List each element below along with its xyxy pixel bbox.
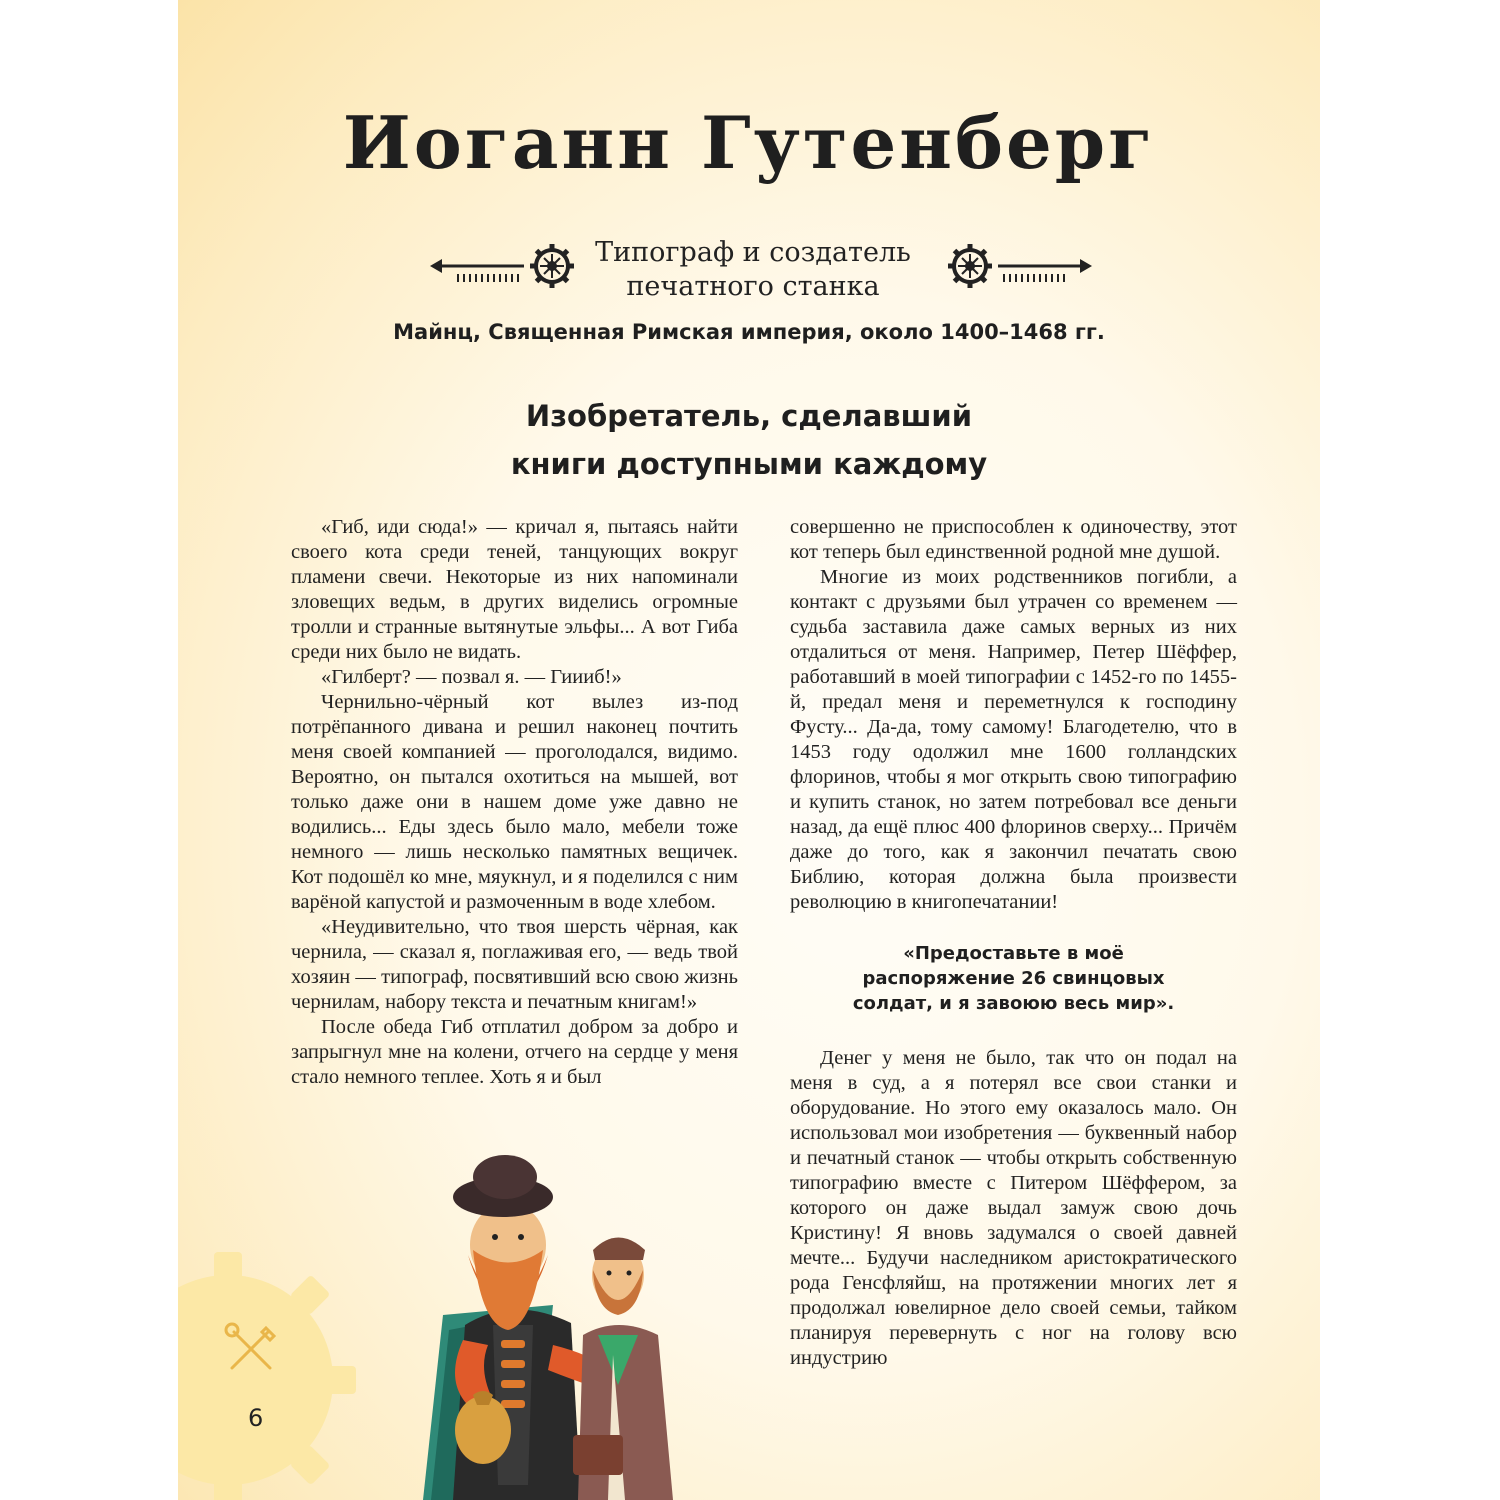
quote-line-1: «Предоставьте в моё <box>903 943 1124 964</box>
paragraph: «Гиб, иди сюда!» — кричал я, пытаясь найти своего кота среди теней, танцующих вокруг пламени свечи. Некоторые из них напоминали зловещих ведьм, в других виделись огромные тролли и странные вытянутые эльфы... А вот Гиба среди них было не видать. <box>291 516 738 663</box>
quote-line-2: распоряжение 26 свинцовых <box>862 968 1165 989</box>
paragraph: Чернильно-чёрный кот вылез из-под потрёпанного дивана и решил наконец почтить меня своей компанией — проголодался, видимо. Вероятно, он пытался охотиться на мышей, вот только даже они в нашем доме уже давно не водились... Еды здесь было мало, мебели тоже немного — лишь несколько памятных вещичек. Кот подошёл ко мне, мяукнул, и я поделился с ним варёной капустой и размоченным в воде хлебом. <box>291 691 738 913</box>
paragraph: «Гилберт? — позвал я. — Гиииб!» <box>321 666 622 688</box>
headline <box>178 392 1320 488</box>
subtitle-line-2: печатного станка <box>626 271 880 302</box>
page-number: 6 <box>248 1404 264 1432</box>
paragraph: Денег у меня не было, так что он подал на меня в суд, а я потерял все свои станки и оборудование. Но этого ему оказалось мало. Он использовал мои изобретения — буквенный набор и печатный станок — чтобы открыть собственную типографию вместе с Питером Шёффером, за которого он даже выдал замуж свою дочь Кристину! Я вновь задумался о своей давней мечте... Будучи наследником аристократического рода Генсфляйш, на протяжении многих лет я продолжал ювелирное дело своей семьи, тайком планируя перевернуть с ног на голову всю индустрию <box>790 1047 1237 1369</box>
gear-icon <box>948 244 992 288</box>
wrench-pencil-icon <box>222 1320 282 1380</box>
headline-line-2: книги доступными каждому <box>510 447 988 481</box>
gutenberg-and-fust-illustration <box>403 1155 703 1500</box>
subtitle-line-1: Типограф и создатель <box>595 237 911 268</box>
right-text-column <box>790 515 1237 1371</box>
paragraph: После обеда Гиб отплатил добром за добро и запрыгнул мне на колени, отчего на сердце у меня стало немного теплее. Хоть я и был <box>291 1016 738 1088</box>
book-page <box>178 0 1320 1500</box>
arrow-left-icon <box>430 259 524 282</box>
quote-line-3: солдат, и я завоюю весь мир». <box>852 993 1175 1014</box>
left-text-column <box>291 515 738 1090</box>
paragraph: Многие из моих родственников погибли, а контакт с друзьями был утрачен со временем — судьба заставила даже самых верных из них отдалиться от меня. Например, Петер Шёффер, работавший в моей типографии с 1452-го по 1455-й, предал меня и переметнулся к господину Фусту... Да-да, тому самому! Благодетелю, что в 1453 году одолжил мне 1600 голландских флоринов, чтобы я мог открыть свою типографию и купить станок, но затем потребовал все деньги назад, да ещё плюс 400 флоринов сверху... Причём даже до того, как я закончил печатать свою Библию, которая должна была произвести революцию в книгопечатании! <box>790 566 1237 913</box>
page-title: Иоганн Гутенберг <box>342 100 1156 185</box>
pull-quote <box>790 941 1237 1016</box>
place-and-dates: Майнц, Священная Римская империя, около 1400–1468 гг. <box>393 320 1105 344</box>
headline-line-1: Изобретатель, сделавший <box>525 399 973 433</box>
left-arrow-gear-ornament <box>428 244 578 294</box>
right-arrow-gear-ornament <box>944 244 1094 294</box>
paragraph-continuation: совершенно не приспособлен к одиночеству, этот кот теперь был единственной родной мне душой. <box>790 516 1237 563</box>
subtitle-row <box>178 236 1320 306</box>
paragraph: «Неудивительно, что твоя шерсть чёрная, как чернила, — сказал я, поглаживая его, — ведь твой хозяин — типограф, посвятивший всю свою жизнь чернилам, набору текста и печатным книгам!» <box>291 916 738 1013</box>
arrow-right-icon <box>998 259 1092 282</box>
subtitle <box>568 236 938 304</box>
